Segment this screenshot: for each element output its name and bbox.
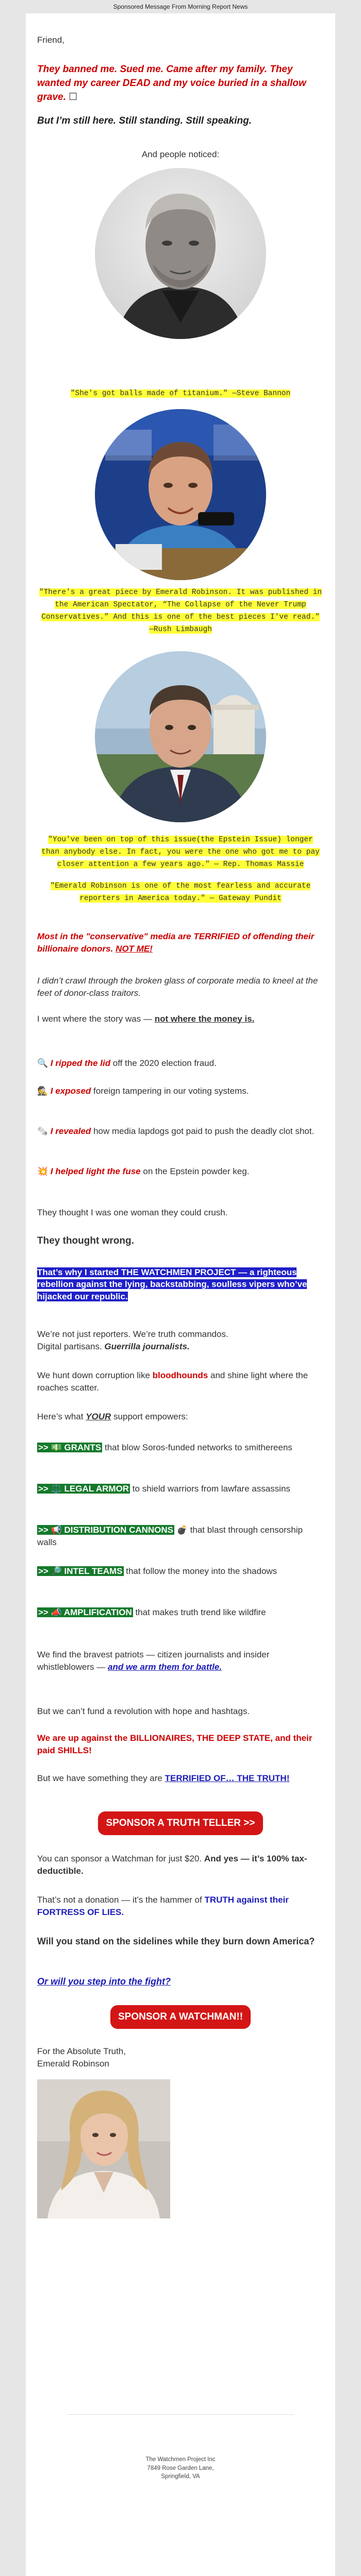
footer-address: The Watchmen Project Inc 7849 Rose Garden Lane, Springfield, VA bbox=[145, 2456, 216, 2480]
quote-gateway-pundit: "Emerald Robinson is one of the most fearless and accurate reporters in America today." — Gateway Pundit bbox=[50, 882, 311, 903]
thought-wrong: They thought wrong. bbox=[37, 1235, 134, 1246]
bullet-epstein: 💥 I helped light the fuse on the Epstein powder keg. bbox=[37, 1166, 250, 1176]
intro-banned: They banned me. Sued me. Came after my family. They wanted my career DEAD and my voice buried in a shallow grave. ☐ bbox=[37, 64, 306, 103]
people-noticed: And people noticed: bbox=[141, 149, 220, 159]
conservative-media: Most in the "conservative" media are TERRIFIED of offending their billionaire donors. NOT ME! bbox=[37, 931, 315, 954]
empower-grants: >> 💵 GRANTS that blow Soros-funded networks to smithereens bbox=[38, 1443, 292, 1452]
bullet-media: 🗞️ I revealed how media lapdogs got paid to push the deadly clot shot. bbox=[37, 1126, 315, 1136]
signoff: For the Absolute Truth, Emerald Robinson bbox=[37, 2046, 126, 2069]
footer-divider bbox=[67, 2414, 294, 2415]
bravest-patriots: We find the bravest patriots — citizen journalists and insider whistleblowers — and we arm them for battle. bbox=[37, 1650, 270, 1672]
sponsor-watchman-button[interactable]: SPONSOR A WATCHMAN!! bbox=[110, 2005, 251, 2029]
billionaires: We are up against the BILLIONAIRES, THE DEEP STATE, and their paid SHILLS! bbox=[37, 1733, 313, 1756]
photo-steve-bannon bbox=[95, 168, 266, 339]
arm-them-link[interactable]: and we arm them for battle. bbox=[108, 1662, 222, 1672]
went-where: I went where the story was — not where the money is. bbox=[37, 1014, 255, 1024]
greeting: Friend, bbox=[37, 35, 64, 45]
empower-legal: >> ⚖️ LEGAL ARMOR to shield warriors from lawfare assassins bbox=[38, 1484, 290, 1494]
didnt-crawl: I didn’t crawl through the broken glass of corporate media to kneel at the feet of donor-class traitors. bbox=[37, 976, 318, 998]
photo-thomas-massie bbox=[95, 651, 266, 822]
not-reporters: We’re not just reporters. We’re truth commandos. Digital partisans. Guerrilla journalists. bbox=[37, 1329, 228, 1352]
terrified-link[interactable]: TERRIFIED OF… THE TRUTH! bbox=[165, 1773, 290, 1783]
magnifier-icon: 🔍 bbox=[37, 1058, 48, 1068]
step-into-fight-link[interactable]: Or will you step into the fight? bbox=[37, 1976, 171, 1987]
sponsor-20: You can sponsor a Watchman for just $20. And yes — it’s 100% tax-deductible. bbox=[37, 1854, 307, 1876]
empower-amplification: >> 📣 AMPLIFICATION that makes truth trend like wildfire bbox=[38, 1607, 266, 1617]
quote-massie: "You've been on top of this issue(the Epstein Issue) longer than anybody else. In fact, you were the one who got me to pay closer attention a few years ago." — Rep. Thomas Massie bbox=[41, 836, 320, 869]
empower-intel: >> 🔎 INTEL TEAMS that follow the money into the shadows bbox=[38, 1566, 277, 1576]
sponsor-truth-teller-button[interactable]: SPONSOR A TRUTH TELLER >> bbox=[98, 1811, 263, 1835]
sidelines: Will you stand on the sidelines while they burn down America? bbox=[37, 1936, 315, 1946]
crush: They thought I was one woman they could crush. bbox=[37, 1208, 228, 1217]
hammer-of-truth: That’s not a donation — it’s the hammer of TRUTH against their FORTRESS OF LIES. bbox=[37, 1895, 289, 1918]
support-empowers: Here’s what YOUR support empowers: bbox=[37, 1412, 188, 1421]
detective-icon: 🕵️ bbox=[37, 1086, 48, 1096]
newspaper-icon: 🗞️ bbox=[37, 1126, 48, 1136]
hunt-corruption: We hunt down corruption like bloodhounds and shine light where the roaches scatter. bbox=[37, 1370, 308, 1393]
quote-limbaugh: "There's a great piece by Emerald Robinson. It was published in the American Spectator, “The Collapse of the Never Trump Conservatives.” And this is one of the best pieces I've read." —Rush Limbaugh bbox=[39, 588, 322, 634]
quote-bannon: "She's got balls made of titanium." —Steve Bannon bbox=[70, 389, 291, 398]
still-standing: But I’m still here. Still standing. Still speaking. bbox=[37, 115, 252, 126]
explosion-icon: 💥 bbox=[37, 1166, 48, 1176]
step-into-fight bbox=[37, 1975, 324, 1989]
sponsored-banner: Sponsored Message From Morning Report News bbox=[0, 0, 361, 13]
cant-fund: But we can’t fund a revolution with hope and hashtags. bbox=[37, 1706, 250, 1716]
terrified-truth: But we have something they are TERRIFIED OF… THE TRUTH! bbox=[37, 1773, 290, 1783]
bullet-foreign: 🕵️ I exposed foreign tampering in our voting systems. bbox=[37, 1086, 249, 1096]
email-card bbox=[26, 13, 335, 2576]
photo-rush-limbaugh bbox=[95, 409, 266, 580]
photo-emerald-robinson bbox=[37, 2079, 170, 2218]
empower-distribution: >> 📢 DISTRIBUTION CANNONS 💣 that blast through censorship walls bbox=[37, 1525, 303, 1548]
bullet-election: 🔍 I ripped the lid off the 2020 election fraud. bbox=[37, 1058, 217, 1068]
watchmen-project-intro: That’s why I started THE WATCHMEN PROJECT — a righteous rebellion against the lying, backstabbing, soulless vipers who’ve hijacked our republic. bbox=[37, 1267, 307, 1301]
